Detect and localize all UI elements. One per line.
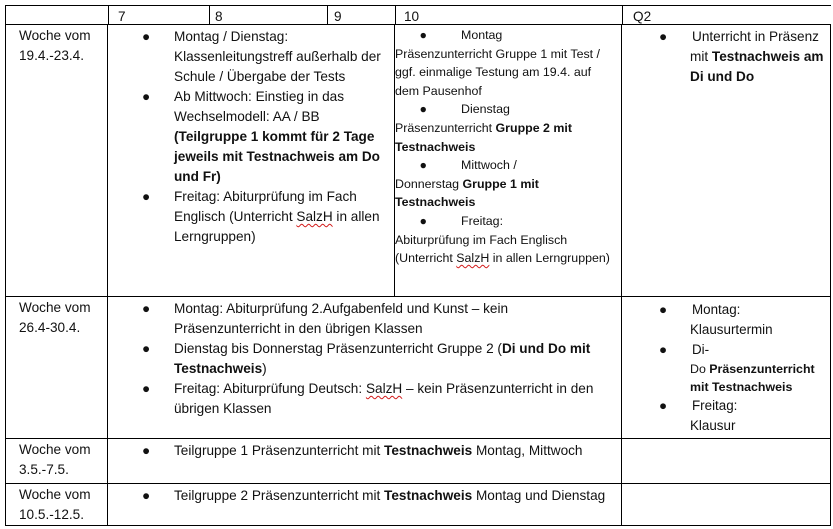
bullet-text: ) xyxy=(262,361,267,376)
bullet-head: Mittwoch / xyxy=(461,158,517,173)
week-label: Woche vom xyxy=(19,300,91,315)
bullet-text: in allen Lerngruppen) xyxy=(489,251,610,266)
bullet-body: Klausur xyxy=(690,418,736,433)
bullet-text: Montag und Dienstag xyxy=(472,488,606,503)
week-cell xyxy=(5,297,108,439)
main-cell-grades-7-9 xyxy=(108,25,395,297)
cell-q2 xyxy=(622,297,831,439)
bullet-head: Freitag: xyxy=(692,398,738,413)
week-dates: 3.5.-7.5. xyxy=(19,462,69,477)
bullet-dot: ● xyxy=(142,443,151,458)
bullet-text-bold: Gruppe 1 mit Testnachweis xyxy=(395,176,539,210)
bullet-text-bold: (Teilgruppe 1 kommt für 2 Tage jeweils mit Testnachweis am Do und Fr) xyxy=(174,129,380,184)
bullet-text-bold: Gruppe 2 mit Testnachweis xyxy=(395,120,572,154)
main-cell-grades-7-10 xyxy=(108,484,622,526)
bullet-item xyxy=(142,299,613,339)
bullet-text-bold: Testnachweis am Di und Do xyxy=(690,49,824,84)
week-dates: 10.5.-12.5. xyxy=(19,507,84,522)
bullet-dot: ● xyxy=(142,381,151,396)
bullet-dot: ● xyxy=(419,213,427,228)
main-cell-grades-7-10 xyxy=(108,297,622,439)
bullet-text-bold: Testnachweis xyxy=(384,488,473,503)
bullet-text: Freitag: Abiturprüfung Deutsch: xyxy=(174,381,366,396)
bullet-body xyxy=(395,175,615,212)
bullet-body: Präsenzunterricht Gruppe 1 mit Test / ggf. einmalige Testung am 19.4. auf dem Pausenhof xyxy=(395,46,600,98)
bullet-item xyxy=(142,441,613,461)
bullet-text: Freitag: Abiturprüfung im Fach Englisch (Unterricht xyxy=(174,189,357,224)
bullet-dot: ● xyxy=(142,488,151,503)
week-label: Woche vom xyxy=(19,442,91,457)
bullet-dot: ● xyxy=(659,342,668,357)
week-cell xyxy=(5,439,108,484)
bullet-dot: ● xyxy=(659,29,668,44)
header-col-7: 7 xyxy=(118,9,126,24)
bullet-text: Abiturprüfung im Fach Englisch (Unterricht xyxy=(395,232,568,266)
bullet-item xyxy=(142,187,386,247)
week-label: Woche vom xyxy=(19,28,91,43)
week-dates: 19.4.-23.4. xyxy=(19,48,84,63)
week-cell xyxy=(5,484,108,526)
bullet-head: Di- xyxy=(692,342,710,357)
bullet-dot: ● xyxy=(419,102,427,117)
header-row xyxy=(5,5,831,25)
week-cell xyxy=(5,25,108,297)
week-dates: 26.4-30.4. xyxy=(19,320,81,335)
bullet-text-bold: Präsenzunterricht mit Testnachweis xyxy=(690,362,815,394)
spellcheck-word: SalzH xyxy=(365,381,403,396)
bullet-dot: ● xyxy=(659,302,668,317)
cell-grade-10 xyxy=(395,25,622,297)
bullet-item xyxy=(419,26,615,45)
bullet-text-bold: Di und Do mit Testnachweis xyxy=(174,341,591,376)
bullet-item xyxy=(142,486,613,506)
bullet-text: Montag: Abiturprüfung 2.Aufgabenfeld und Kunst – kein Präsenzunterricht in den übrigen Klassen xyxy=(174,301,509,336)
main-cell-grades-7-10 xyxy=(108,439,622,484)
bullet-item xyxy=(142,87,386,187)
bullet-item xyxy=(419,100,615,119)
spellcheck-word: SalzH xyxy=(296,209,333,224)
cell-q2 xyxy=(622,484,831,526)
bullet-body xyxy=(395,231,615,268)
bullet-head: Montag xyxy=(461,28,503,42)
bullet-dot: ● xyxy=(142,189,151,204)
bullet-head: Freitag: xyxy=(461,213,504,228)
bullet-head: Dienstag xyxy=(461,102,510,117)
header-col-10: 10 xyxy=(404,9,420,24)
bullet-text: Unterricht in Präsenz xyxy=(692,29,819,44)
bullet-text: Präsenzunterricht xyxy=(395,120,496,135)
bullet-body xyxy=(690,47,824,87)
header-col-8: 8 xyxy=(215,9,223,24)
bullet-dot: ● xyxy=(659,398,668,413)
header-col-q2: Q2 xyxy=(633,9,652,24)
bullet-text: Ab Mittwoch: Einstieg in das Wechselmodell: AA / BB xyxy=(174,89,345,124)
bullet-body: Klausurtermin xyxy=(690,322,773,337)
bullet-item xyxy=(659,340,826,360)
header-col-9: 9 xyxy=(334,9,342,24)
bullet-text: Teilgruppe 2 Präsenzunterricht mit xyxy=(174,488,385,503)
bullet-item xyxy=(419,156,615,175)
bullet-dot: ● xyxy=(142,341,151,356)
bullet-text: Do xyxy=(690,362,710,376)
bullet-item xyxy=(659,300,826,320)
bullet-body xyxy=(395,119,615,156)
bullet-text: Donnerstag xyxy=(395,176,463,191)
bullet-text-bold: Testnachweis xyxy=(384,443,473,458)
bullet-body xyxy=(690,360,826,396)
bullet-dot: ● xyxy=(142,301,151,316)
bullet-text: in allen Lerngruppen) xyxy=(174,209,380,244)
bullet-item xyxy=(142,27,386,87)
bullet-text: Montag, Mittwoch xyxy=(472,443,583,458)
bullet-text: – kein Präsenzunterricht in den übrigen Klassen xyxy=(174,381,594,416)
bullet-item xyxy=(659,396,826,416)
bullet-text: mit xyxy=(690,49,712,64)
bullet-text: Montag / Dienstag: Klassenleitungstreff außerhalb der Schule / Übergabe der Tests xyxy=(174,29,381,84)
bullet-item xyxy=(419,212,615,231)
week-label: Woche vom xyxy=(19,487,91,502)
bullet-text: Dienstag bis Donnerstag Präsenzunterricht Gruppe 2 ( xyxy=(174,341,502,356)
bullet-dot: ● xyxy=(142,29,151,44)
cell-q2 xyxy=(622,439,831,484)
bullet-dot: ● xyxy=(419,158,427,173)
bullet-item xyxy=(142,379,613,419)
bullet-head: Montag: xyxy=(692,302,741,317)
bullet-dot: ● xyxy=(142,89,151,104)
spellcheck-word: SalzH xyxy=(456,251,490,266)
bullet-item xyxy=(659,27,824,47)
bullet-item xyxy=(142,339,613,379)
cell-q2 xyxy=(622,25,831,297)
bullet-text: Teilgruppe 1 Präsenzunterricht mit xyxy=(174,443,385,458)
bullet-dot: ● xyxy=(419,28,427,42)
